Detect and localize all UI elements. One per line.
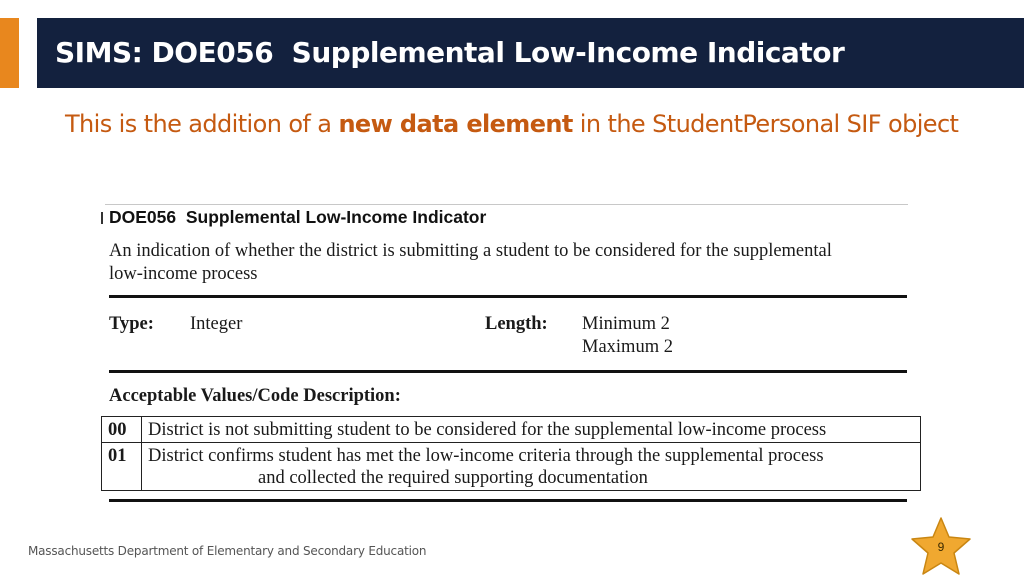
subtitle-suffix: in the StudentPersonal SIF object [572, 110, 959, 138]
length-minimum: Minimum 2 [582, 314, 670, 334]
code-table [101, 416, 921, 491]
type-label: Type: [109, 314, 154, 334]
code-description [142, 443, 921, 491]
length-label: Length: [485, 314, 548, 334]
divider-rule [109, 499, 907, 502]
document-top-line [105, 204, 908, 205]
acceptable-values-heading: Acceptable Values/Code Description: [109, 386, 401, 406]
title-bar [37, 18, 1024, 88]
divider-rule [109, 370, 907, 373]
divider-rule [109, 295, 907, 298]
code-description-line: and collected the required supporting documentation [258, 468, 648, 488]
code-description-line: District is not submitting student to be considered for the supplemental low-income process [148, 420, 827, 440]
slide-title: SIMS: DOE056 Supplemental Low-Income Indicator [55, 36, 845, 69]
subtitle-emphasis: new data element [338, 110, 573, 138]
code-description [142, 417, 921, 443]
description-line-1: An indication of whether the district is submitting a student to be considered for the supplemental [109, 241, 832, 261]
page-number: 9 [937, 540, 945, 554]
code-cell: 01 [102, 443, 142, 491]
length-maximum: Maximum 2 [582, 337, 673, 357]
code-description-line: District confirms student has met the low-income criteria through the supplemental process [148, 446, 824, 466]
accent-bar [0, 18, 19, 88]
subtitle-prefix: This is the addition of a [65, 110, 339, 138]
code-cell: 00 [102, 417, 142, 443]
footer-organization: Massachusetts Department of Elementary and Secondary Education [28, 544, 427, 558]
document-margin-tick [101, 212, 103, 224]
document-description [109, 240, 909, 286]
table-row [102, 443, 921, 491]
data-element-document [101, 204, 921, 506]
document-heading: DOE056 Supplemental Low-Income Indicator [109, 207, 487, 227]
table-row [102, 417, 921, 443]
type-value: Integer [190, 314, 243, 334]
description-line-2: low-income process [109, 264, 258, 284]
slide-subtitle [65, 110, 958, 138]
